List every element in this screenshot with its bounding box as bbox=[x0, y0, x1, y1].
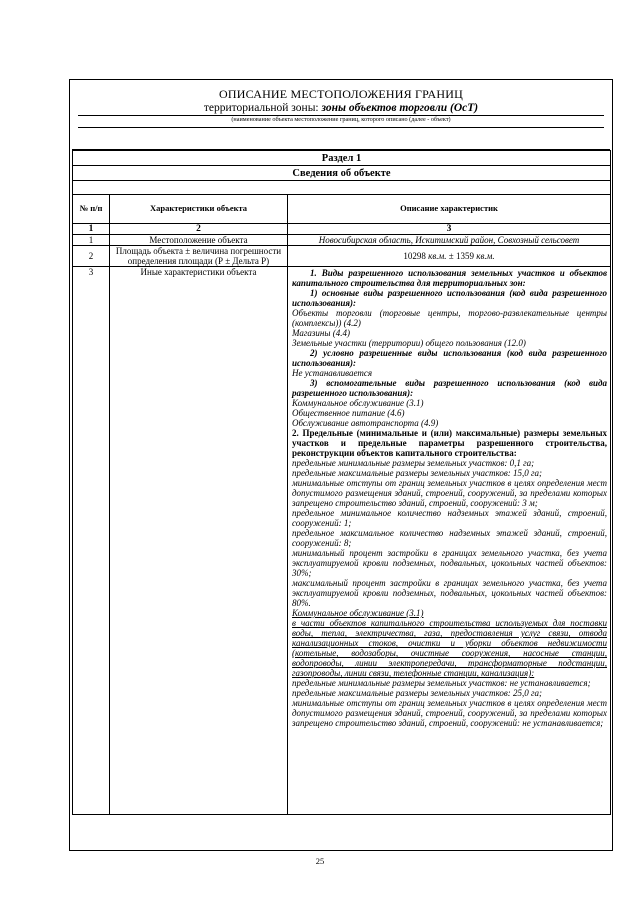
row-characteristic: Местоположение объекта bbox=[110, 235, 288, 246]
description-paragraph: предельные максимальные размеры земельных участков: 25,0 га; bbox=[292, 688, 543, 698]
table-row bbox=[73, 246, 611, 267]
description-paragraph: минимальные отступы от границ земельных участков в целях определения мест допустимого размещения зданий, строений, сооружений, за пределами которых запрещено строительство зданий, строений, сооружений: не устанавливается; bbox=[292, 698, 608, 728]
description-paragraph: 1. Виды разрешенного использования земельных участков и объектов капитального строительства для территориальных зон: bbox=[292, 268, 608, 288]
description-paragraph: 2) условно разрешенные виды использования (код вида разрешенного использования): bbox=[292, 348, 608, 368]
column-number-row bbox=[73, 224, 611, 235]
section-label: Раздел 1 bbox=[73, 151, 611, 166]
row-number: 1 bbox=[73, 235, 110, 246]
table-header-row bbox=[73, 195, 611, 224]
section-subtitle: Сведения об объекте bbox=[73, 166, 611, 181]
row-characteristic: Площадь объекта ± величина погрешности определения площади (Р ± Дельта Р) bbox=[110, 246, 288, 267]
spacer-row bbox=[73, 181, 611, 195]
header-characteristic: Характеристики объекта bbox=[110, 195, 288, 224]
column-number: 3 bbox=[288, 224, 611, 235]
description-paragraph: максимальный процент застройки в границах земельного участка, без учета эксплуатируемой кровли подземных, подвальных, цокольных частей объектов: 80%. bbox=[292, 578, 608, 608]
row-value: Новосибирская область, Искитимский район, Совхозный сельсовет bbox=[288, 235, 611, 246]
characteristics-description bbox=[288, 267, 611, 815]
description-paragraph: Обслуживание автотранспорта (4.9) bbox=[292, 418, 439, 428]
description-paragraph: 3) вспомогательные виды разрешенного использования (код вида разрешенного использования): bbox=[292, 378, 608, 398]
description-paragraph: Коммунальное обслуживание (3.1) bbox=[292, 608, 424, 618]
document-title: ОПИСАНИЕ МЕСТОПОЛОЖЕНИЯ ГРАНИЦ bbox=[219, 87, 463, 101]
description-paragraph: предельное максимальное количество надземных этажей зданий, строений, сооружений: 8; bbox=[292, 528, 608, 548]
table-row bbox=[73, 235, 611, 246]
description-paragraph: минимальный процент застройки в границах земельного участка, без учета эксплуатируемой кровли подземных, подвальных, цокольных частей объектов: 30%; bbox=[292, 548, 608, 578]
header-number: № п/п bbox=[73, 195, 110, 224]
column-number: 1 bbox=[73, 224, 110, 235]
zone-prefix: территориальной зоны: bbox=[203, 102, 319, 114]
area-unit: кв.м. bbox=[428, 251, 447, 261]
description-paragraph: 1) основные виды разрешенного использования (код вида разрешенного использования): bbox=[292, 288, 608, 308]
zone-name: зоны объектов торговли (ОсТ) bbox=[321, 102, 479, 114]
document-content bbox=[72, 82, 610, 815]
area-error: ± 1359 bbox=[448, 251, 474, 261]
row-value bbox=[288, 246, 611, 267]
column-number: 2 bbox=[110, 224, 288, 235]
description-paragraph: предельные минимальные размеры земельных участков: 0,1 га; bbox=[292, 458, 535, 468]
table-row bbox=[73, 267, 611, 815]
row-number: 2 bbox=[73, 246, 110, 267]
description-paragraph: Объекты торговли (торговые центры, торгово-развлекательные центры (комплексы)) (4.2) bbox=[292, 308, 608, 328]
page-number: 25 bbox=[315, 856, 325, 866]
area-error-unit: кв.м. bbox=[476, 251, 495, 261]
description-paragraph: предельные максимальные размеры земельных участков: 15,0 га; bbox=[292, 468, 543, 478]
area-value: 10298 bbox=[403, 251, 426, 261]
header-caption: (наименование объекта местоположение границ, которого описано (далее - объект) bbox=[231, 116, 451, 123]
description-paragraph: 2. Предельные (минимальные и (или) максимальные) размеры земельных участков и предельные параметры разрешенного строительства, реконструкции объектов капитального строительства: bbox=[292, 428, 608, 458]
description-paragraph: минимальные отступы от границ земельных участков в целях определения мест допустимого размещения зданий, строений, сооружений, за пределами которых запрещено строительство зданий, строений, сооружений: 3 м; bbox=[292, 478, 608, 508]
description-paragraph: в части объектов капитального строительства используемых для поставки воды, тепла, электричества, газа, предоставления услуг связи, отвода канализационных стоков, очистки и уборки объектов недвижимости (котельные, водозаборы, очистные сооружения, насосные станции, водопроводы, линии электропередачи, трансформаторные подстанции, газопроводы, линии связи, телефонные станции, канализация): bbox=[292, 618, 608, 678]
zone-line bbox=[72, 102, 610, 115]
description-paragraph: Не устанавливается bbox=[292, 368, 373, 378]
description-paragraph: Земельные участки (территории) общего пользования (12.0) bbox=[292, 338, 526, 348]
description-paragraph: Магазины (4.4) bbox=[292, 328, 350, 338]
row-characteristic: Иные характеристики объекта bbox=[110, 267, 288, 815]
description-paragraph: предельные минимальные размеры земельных участков: не устанавливается; bbox=[292, 678, 591, 688]
header-underline-2 bbox=[78, 127, 604, 128]
description-paragraph: предельное минимальное количество надземных этажей зданий, строений, сооружений: 1; bbox=[292, 508, 608, 528]
object-info-table bbox=[72, 150, 611, 815]
description-paragraph: Общественное питание (4.6) bbox=[292, 408, 405, 418]
description-paragraph: Коммунальное обслуживание (3.1) bbox=[292, 398, 424, 408]
row-number: 3 bbox=[73, 267, 110, 815]
header-description: Описание характеристик bbox=[288, 195, 611, 224]
header-block bbox=[72, 82, 610, 150]
